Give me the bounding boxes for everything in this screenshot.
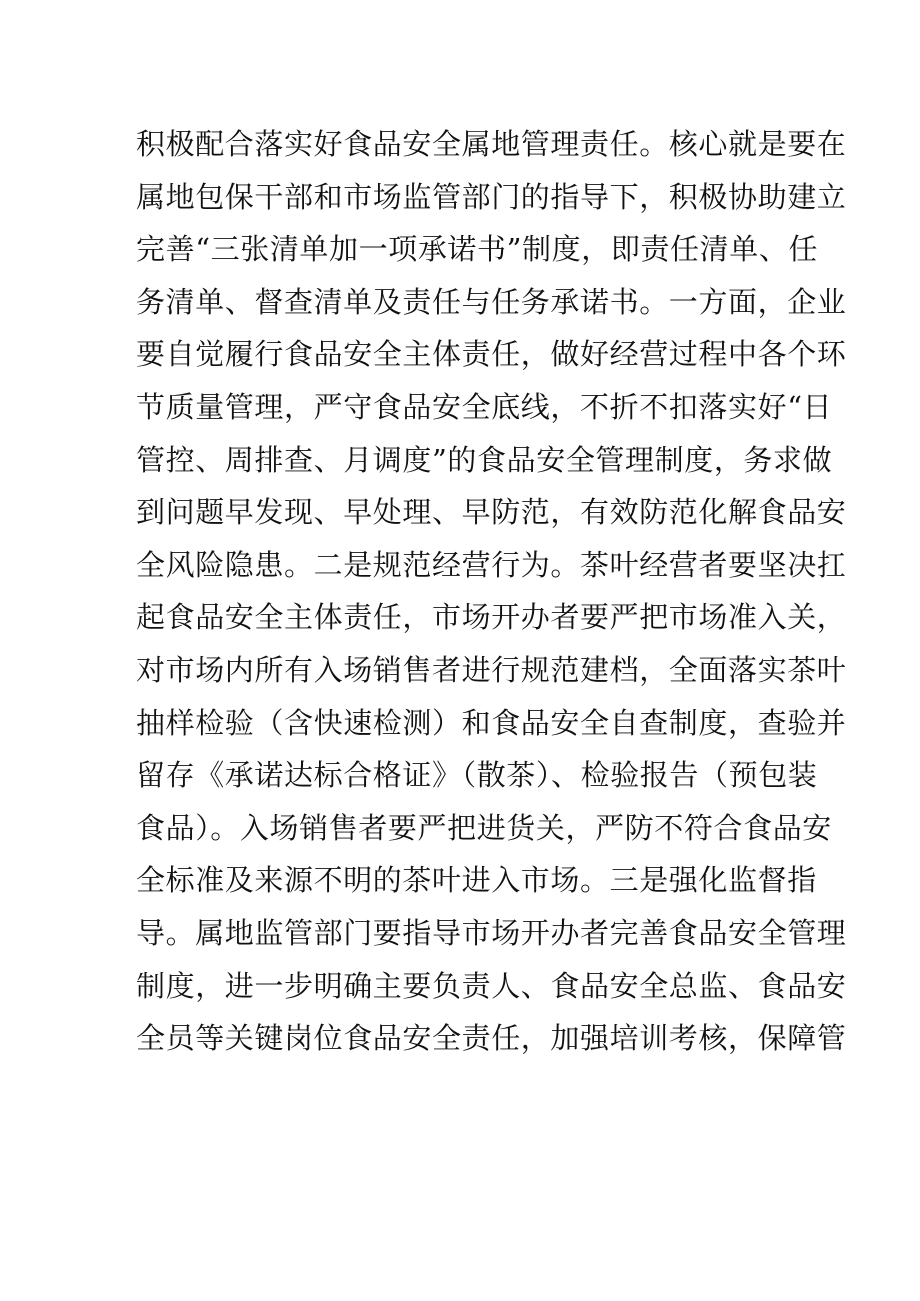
text-line: 留存《承诺达标合格证》（散茶）、检验报告（预包装 (136, 758, 818, 793)
text-line: 管控、周排查、月调度”的食品安全管理制度，务求做 (136, 442, 833, 477)
text-line: 属地包保干部和市场监管部门的指导下，积极协助建立 (136, 179, 847, 214)
text-line: 导。属地监管部门要指导市场开办者完善食品安全管理 (136, 915, 847, 950)
text-line: 完善“三张清单加一项承诺书”制度，即责任清单、任 (136, 232, 819, 267)
body-paragraph (136, 118, 847, 1065)
text-line: 务清单、督查清单及责任与任务承诺书。一方面，企业 (136, 284, 847, 319)
text-line: 抽样检验（含快速检测）和食品安全自查制度，查验并 (136, 705, 847, 740)
text-line: 要自觉履行食品安全主体责任，做好经营过程中各个环 (136, 337, 847, 372)
text-line: 制度，进一步明确主要负责人、食品安全总监、食品安 (136, 968, 847, 1003)
text-line: 到问题早发现、早处理、早防范，有效防范化解食品安 (136, 495, 847, 530)
text-line: 全员等关键岗位食品安全责任，加强培训考核，保障管 (136, 1021, 847, 1056)
text-line: 全风险隐患。二是规范经营行为。茶叶经营者要坚决扛 (136, 547, 847, 582)
text-line: 起食品安全主体责任，市场开办者要严把市场准入关， (136, 600, 847, 635)
text-line: 食品）。入场销售者要严把进货关，严防不符合食品安 (136, 810, 832, 845)
text-line: 积极配合落实好食品安全属地管理责任。核心就是要在 (136, 127, 847, 161)
text-line: 节质量管理，严守食品安全底线，不折不扣落实好“日 (136, 389, 833, 424)
text-line: 全标准及来源不明的茶叶进入市场。三是强化监督指 (136, 863, 817, 898)
text-line: 对市场内所有入场销售者进行规范建档，全面落实茶叶 (136, 652, 847, 687)
